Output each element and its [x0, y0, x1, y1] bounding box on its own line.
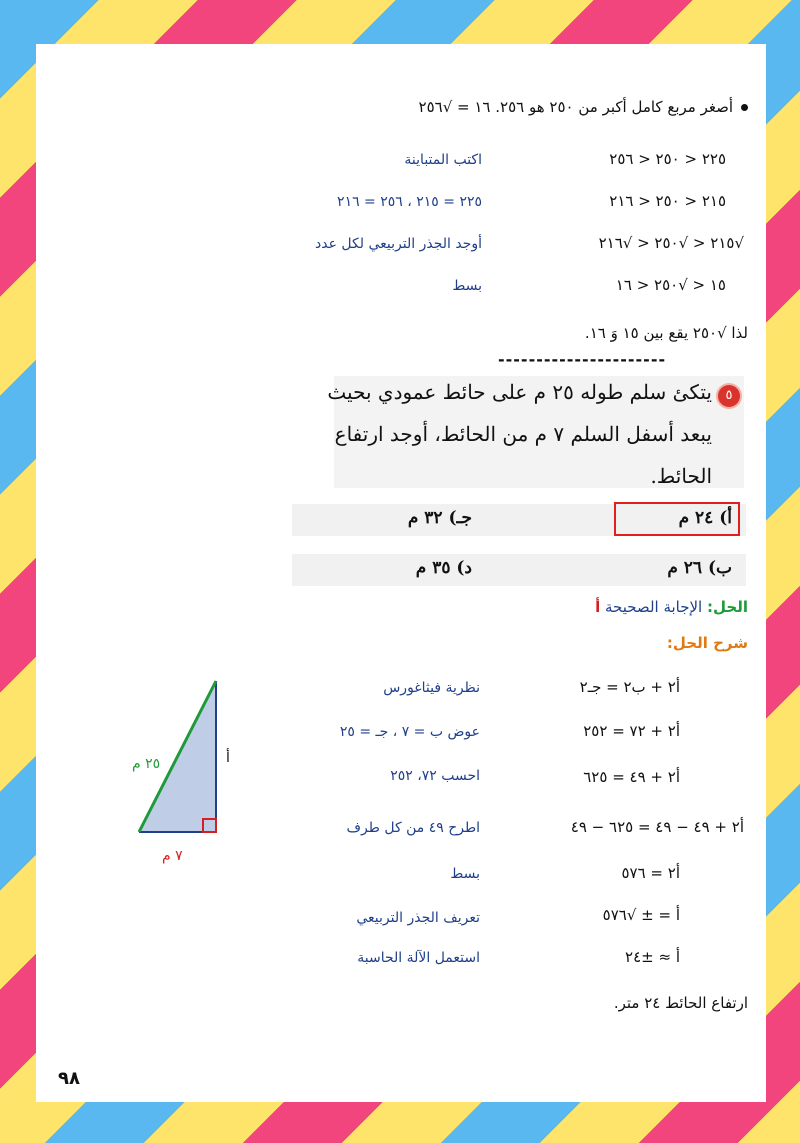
explain-note-1: نظرية فيثاغورس [383, 680, 480, 696]
option-c[interactable]: جـ) ٣٢ م [407, 508, 472, 528]
question-line-2: يبعد أسفل السلم ٧ م من الحائط، أوجد ارتفاع [334, 422, 712, 446]
explain-title: شرح الحل: [666, 634, 748, 652]
explain-expr-4: أ٢ + ٤٩ − ٤٩ = ٦٢٥ − ٤٩ [570, 818, 744, 836]
explain-note-6: تعريف الجذر التربيعي [356, 910, 480, 926]
explain-expr-1: أ٢ + ب٢ = جـ٢ [579, 678, 680, 696]
answer-label: الحل: [707, 598, 748, 616]
step-note-3: أوجد الجذر التربيعي لكل عدد [315, 236, 482, 252]
explain-note-3: احسب ٧٢، ٢٥٢ [390, 768, 480, 784]
step-expr-2: ٢١٥ < ٢٥٠ < ٢١٦ [609, 192, 726, 210]
explain-expr-3: أ٢ + ٤٩ = ٦٢٥ [583, 768, 680, 786]
explain-note-5: بسط [450, 866, 480, 882]
bullet-icon [741, 104, 748, 111]
step-note-1: اكتب المتباينة [404, 152, 482, 168]
question-number-badge: ٥ [718, 385, 740, 407]
divider: ---------------------- [498, 350, 667, 369]
explain-expr-2: أ٢ + ٧٢ = ٢٥٢ [583, 722, 680, 740]
explain-expr-7: أ ≈ ±٢٤ [625, 948, 680, 966]
explain-note-2: عوض ب = ٧ ، جـ = ٢٥ [339, 724, 480, 740]
explain-expr-6: أ = ± √٥٧٦ [602, 906, 680, 924]
final-answer: ارتفاع الحائط ٢٤ متر. [613, 994, 748, 1012]
intro-line: أصغر مربع كامل أكبر من ٢٥٠ هو ٢٥٦. ١٦ = √٢٥٦ [419, 98, 748, 116]
answer-text: الإجابة الصحيحة [605, 598, 703, 616]
step-expr-1: ٢٢٥ < ٢٥٠ < ٢٥٦ [609, 150, 726, 168]
step-expr-3: √٢١٥ < √٢٥٠ < √٢١٦ [598, 234, 744, 252]
conclusion: لذا √٢٥٠ يقع بين ١٥ وَ ١٦. [584, 324, 748, 342]
question-line-3: الحائط. [650, 464, 712, 488]
triangle-base-label: ٧ م [162, 848, 183, 864]
explain-note-4: اطرح ٤٩ من كل طرف [346, 820, 480, 836]
option-d[interactable]: د) ٣٥ م [415, 558, 472, 578]
step-note-4: بسط [452, 278, 482, 294]
page-sheet [36, 44, 766, 1102]
explain-expr-5: أ٢ = ٥٧٦ [621, 864, 680, 882]
step-expr-4: ١٥ < √٢٥٠ < ١٦ [615, 276, 726, 294]
page-number: ٩٨ [58, 1068, 80, 1089]
explain-note-7: استعمل الآلة الحاسبة [357, 950, 480, 966]
triangle-side-label: أ [226, 750, 230, 766]
answer-letter: أ [595, 598, 601, 616]
option-a[interactable]: أ) ٢٤ م [678, 508, 732, 528]
option-b[interactable]: ب) ٢٦ م [667, 558, 732, 578]
answer-line [595, 598, 748, 616]
question-line-1: يتكئ سلم طوله ٢٥ م على حائط عمودي بحيث [327, 380, 712, 404]
triangle-hyp-label: ٢٥ م [132, 756, 161, 772]
step-note-2: ٢٢٥ = ٢١٥ ، ٢٥٦ = ٢١٦ [337, 194, 482, 210]
